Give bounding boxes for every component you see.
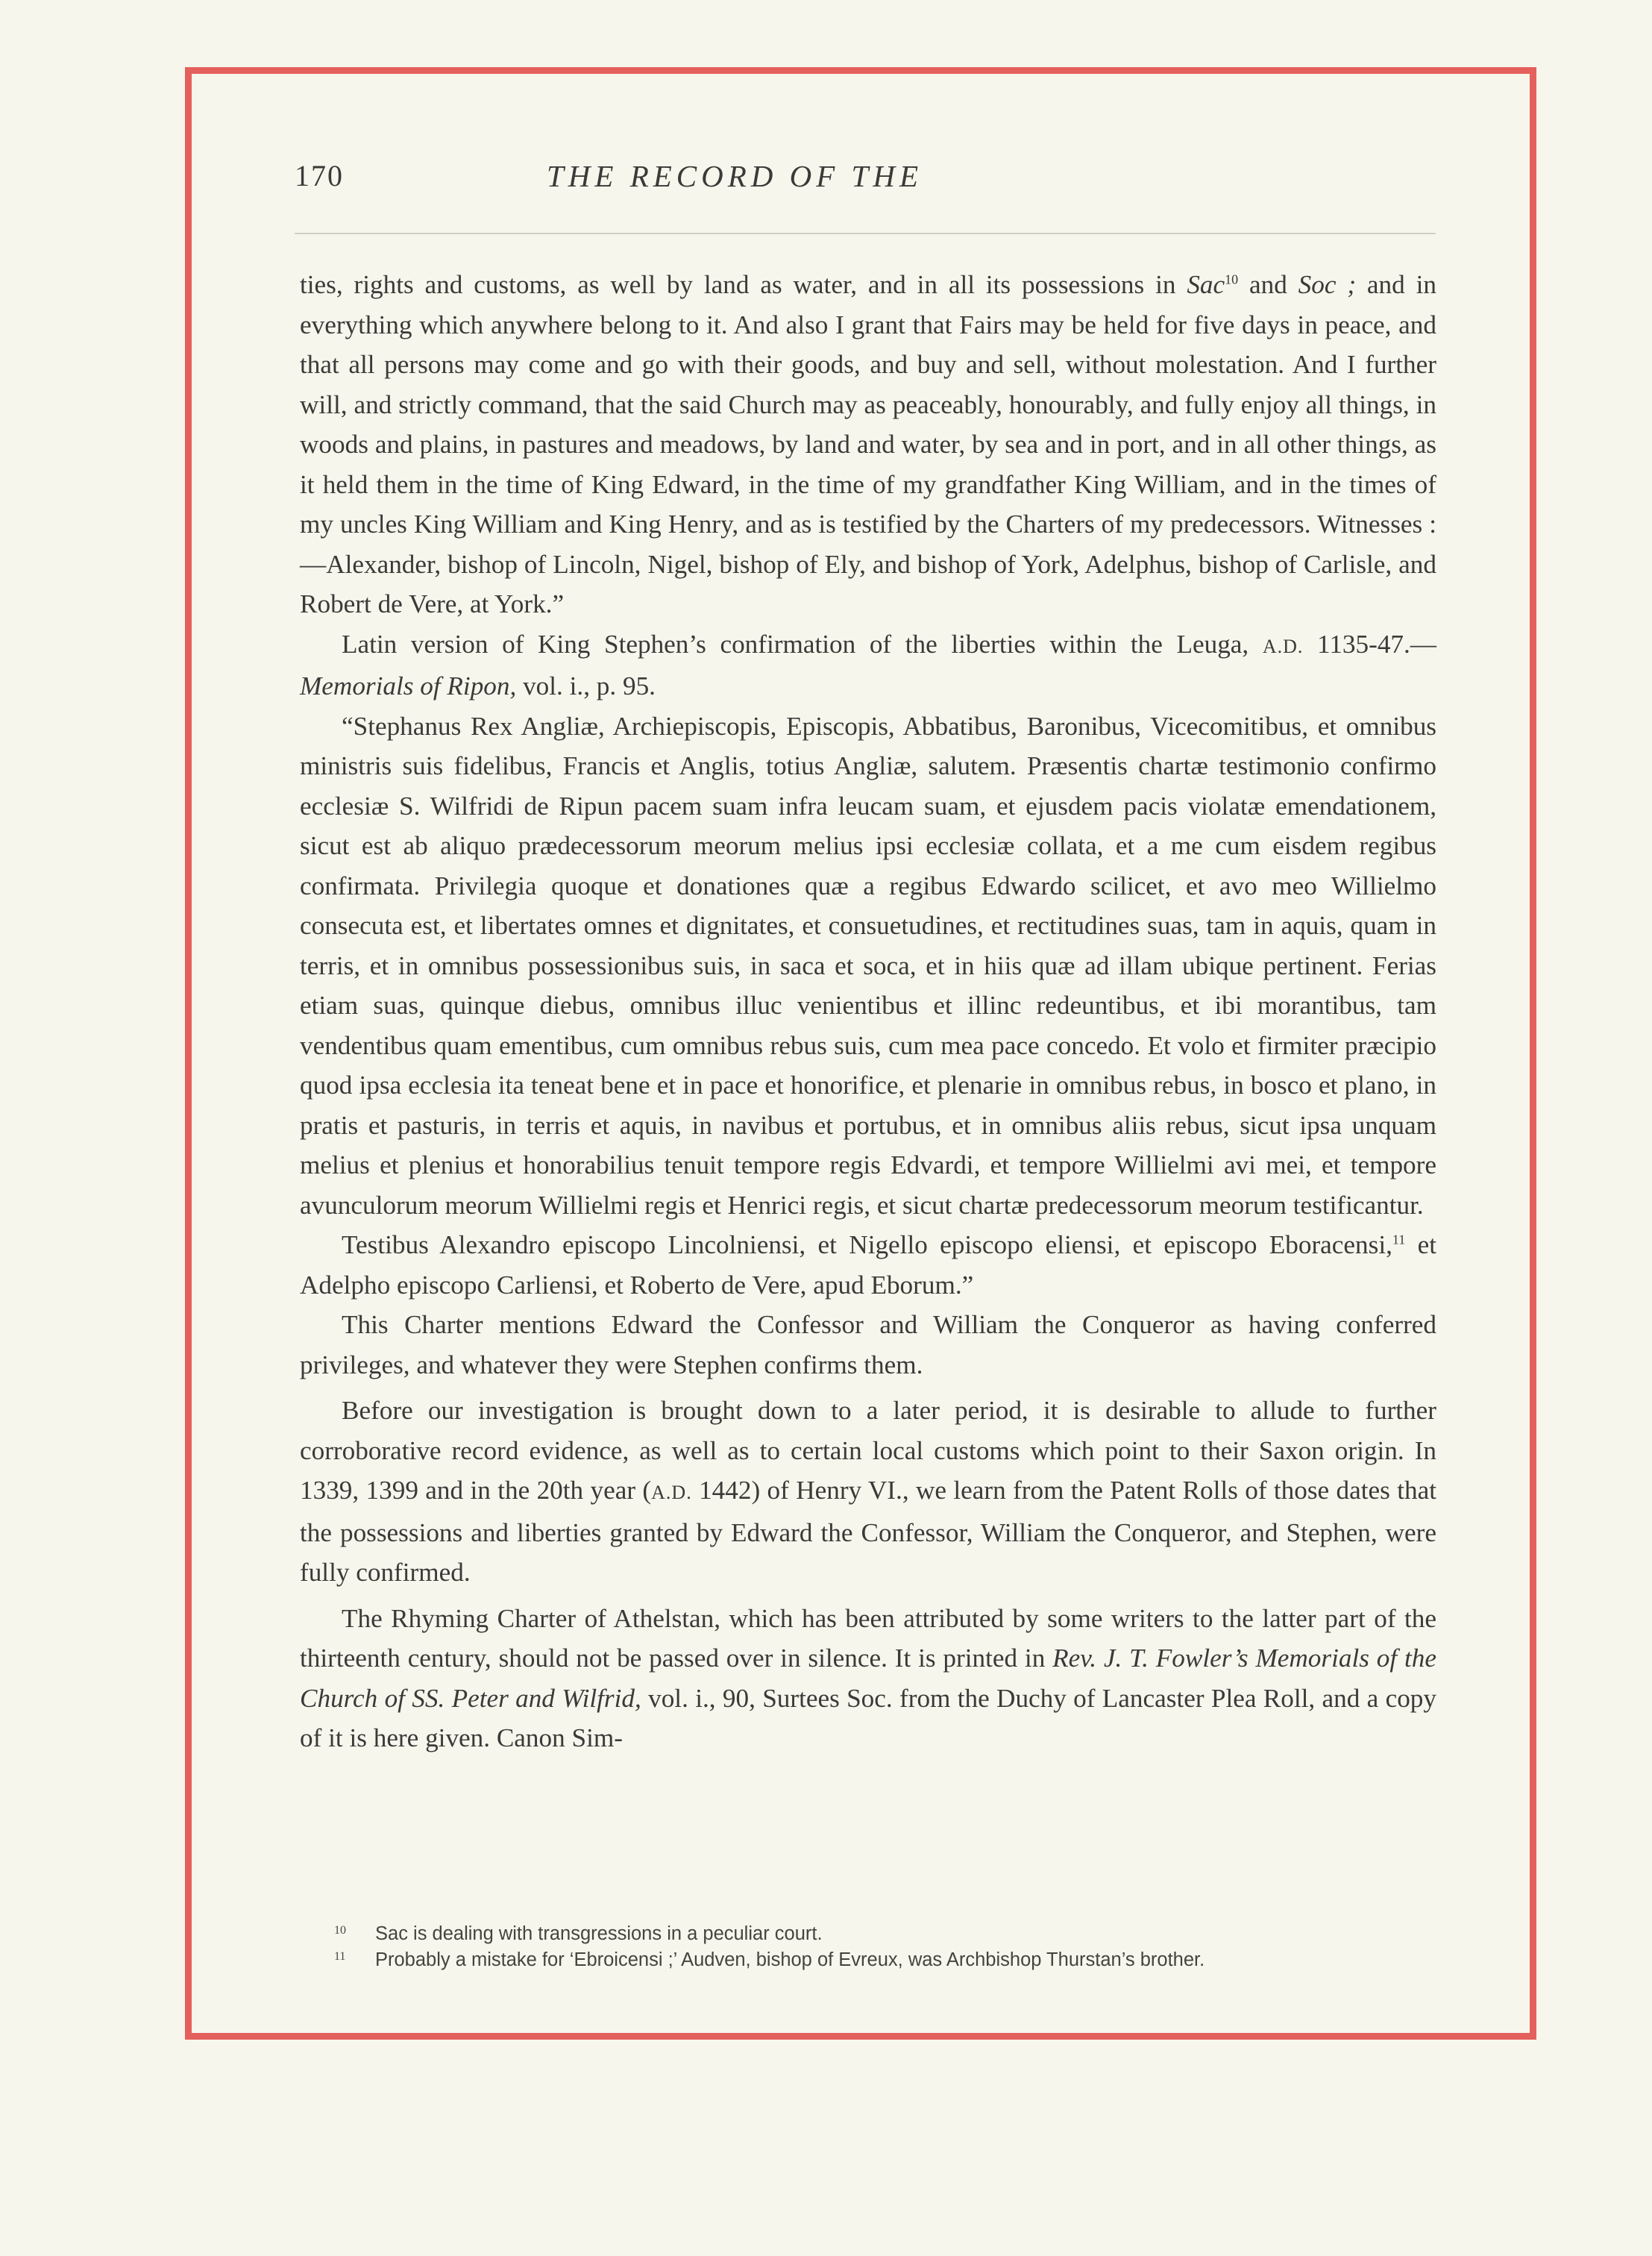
footnote-number: 11	[334, 1950, 346, 1963]
footnote-text: Probably a mistake for ‘Ebroicensi ;’ Audven, bishop of Evreux, was Archbishop Thurstan’s brother.	[375, 1949, 1205, 1970]
footnotes	[334, 1921, 1430, 1973]
paragraph-latin-charter: “Stephanus Rex Angliæ, Archiepiscopis, Episcopis, Abbatibus, Baronibus, Vicecomitibus, et omnibus ministris suis fidelibus, Francis et Anglis, totius Angliæ, salutem. Præsentis chartæ testimonio confirmo ecclesiæ S. Wilfridi de Ripun pacem suam infra leucam suam, et ejusdem pacis violatæ emendationem, sicut est ab aliquo prædecessorum meorum melius ipsi ecclesiæ collata, et a me cum eisdem regibus confirmata. Privilegia quoque et donationes quæ a regibus Edwardo scilicet, et avo meo Willielmo consecuta est, et libertates omnes et dignitates, et consuetudines, et rectitudines suas, tam in aquis, quam in terris, et in omnibus possessionibus suis, in saca et soca, et in hiis quæ ad illam ubique pertinent. Ferias etiam suas, quinque diebus, omnibus illuc venientibus et illinc redeuntibus, et ibi morantibus, tam vendentibus quam ementibus, cum omnibus rebus suis, cum mea pace concedo. Et volo et firmiter præcipio quod ipsa ecclesia ita teneat bene et in pace et honorifice, et plenarie in omnibus rebus, in bosco et plano, in pratis et pasturis, in terris et aquis, in navibus et portubus, et in omnibus aliis rebus, sicut ipsa unquam melius et plenius et honorabilius tenuit tempore regis Edvardi, et tempore Willielmi avi mei, et tempore avunculorum meorum Willielmi regis et Henrici regis, et sicut chartæ predecessorum meorum testificantur.	[300, 711, 1436, 1220]
paragraph-witnesses: Testibus Alexandro episcopo Lincolniensi, et Nigello episcopo eliensi, et episcopo Eboracensi,$^{11}$ et Adelpho episcopo Carliensi, et Roberto de Vere, apud Eborum.”	[300, 1230, 1436, 1300]
paragraph-record-evidence: Before our investigation is brought down to a later period, it is desirable to allude to further corroborative record evidence, as well as to certain local customs which point to their Saxon origin. In 1339, 1399 and in the 20th year (A.D. 1442) of Henry VI., we learn from the Patent Rolls of those dates that the possessions and liberties granted by Edward the Confessor, William the Conqueror, and Stephen, were fully confirmed.	[300, 1396, 1436, 1587]
footnote-ref-10: 10	[1225, 272, 1239, 287]
ad-abbrev: A.D.	[651, 1482, 692, 1503]
body-text	[300, 265, 1436, 1758]
paragraph-charter-mentions: This Charter mentions Edward the Confessor and William the Conqueror as having conferred privileges, and whatever they were Stephen confirms them.	[300, 1310, 1436, 1379]
term-sac: Sac	[1187, 270, 1225, 299]
running-title: THE RECORD OF THE	[546, 159, 923, 193]
term-soc: Soc ;	[1298, 270, 1357, 299]
paragraph-rhyming-charter: The Rhyming Charter of Athelstan, which has been attributed by some writers to the latter part of the thirteenth century, should not be passed over in silence. It is printed in Rev. J. T. Fowler’s Memorials of the Church of SS. Peter and Wilfrid, vol. i., 90, Surtees Soc. from the Duchy of Lancaster Plea Roll, and a copy of it is here given. Canon Sim-	[300, 1603, 1436, 1752]
ad-abbrev: A.D.	[1262, 635, 1304, 657]
footnote-ref-11: 11	[1392, 1232, 1406, 1247]
header-divider	[295, 233, 1436, 234]
page-number: 170	[295, 159, 344, 192]
book-title: Rev. J. T. Fowler’s Memorials of the Church of SS. Peter and Wilfrid,	[300, 1644, 1436, 1713]
footnote-text: Sac is dealing with transgressions in a peculiar court.	[375, 1923, 823, 1944]
page-header	[295, 158, 1436, 203]
footnote-number: 10	[334, 1924, 346, 1937]
footnote-10	[334, 1921, 1430, 1947]
footnote-11	[334, 1947, 1430, 1973]
paragraph-latin-version-intro: Latin version of King Stephen’s confirmation of the liberties within the Leuga, A.D. 1135-47.—Memorials of Ripon, vol. i., p. 95.	[300, 629, 1436, 701]
book-title: Memorials of Ripon,	[300, 671, 517, 701]
paragraph-charter-continuation: ties, rights and customs, as well by land as water, and in all its possessions in Sac$^{10}$ and Soc ; and in everything which anywhere belong to it. And also I grant that Fairs may be held for five days in peace, and that all persons may come and go with their goods, and buy and sell, without molestation. And I further will, and strictly command, that the said Church may as peaceably, honourably, and fully enjoy all things, in woods and plains, in pastures and meadows, by land and water, by sea and in port, and in all other things, as it held them in the time of King Edward, in the time of my grandfather King William, and in the times of my uncles King William and King Henry, and as is testified by the Charters of my predecessors. Witnesses :—Alexander, bishop of Lincoln, Nigel, bishop of Ely, and bishop of York, Adelphus, bishop of Carlisle, and Robert de Vere, at York.”	[300, 270, 1436, 618]
